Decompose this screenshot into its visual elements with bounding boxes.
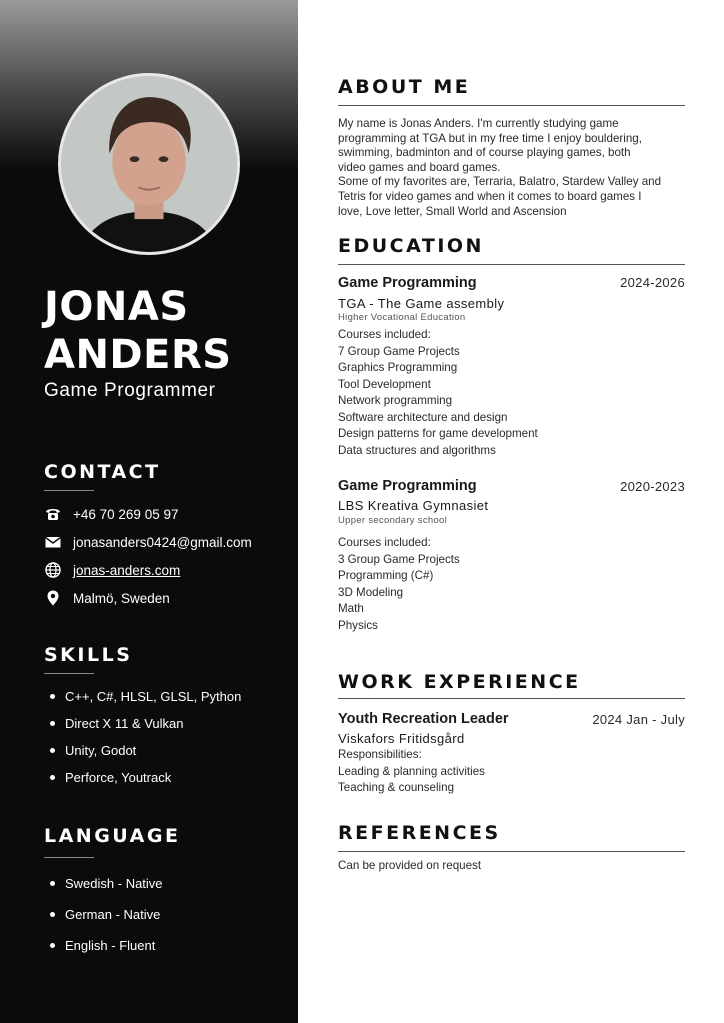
- about-line: love, Love letter, Small World and Ascension: [338, 204, 567, 218]
- education-heading: EDUCATION: [338, 235, 484, 257]
- language-item: [50, 938, 155, 953]
- course-line: Graphics Programming: [338, 361, 458, 374]
- skill-text: Direct X 11 & Vulkan: [65, 716, 184, 731]
- work-line: Leading & planning activities: [338, 764, 485, 778]
- skill-text: Unity, Godot: [65, 743, 137, 758]
- course-line: Design patterns for game development: [338, 427, 538, 440]
- bullet-icon: [50, 694, 55, 699]
- profile-photo: [58, 73, 240, 255]
- language-item: [50, 876, 163, 891]
- course-line: 7 Group Game Projects: [338, 344, 460, 358]
- full-name: [44, 283, 284, 379]
- about-line: swimming, badminton and of course playing games, both: [338, 146, 631, 160]
- email-icon: [44, 533, 62, 551]
- course-line: Courses included:: [338, 328, 431, 341]
- about-line: programming at TGA but in my free time I enjoy bouldering,: [338, 131, 642, 145]
- name-last: ANDERS: [44, 332, 232, 378]
- bullet-icon: [50, 775, 55, 780]
- about-text: [338, 117, 688, 219]
- bullet-icon: [50, 912, 55, 917]
- course-line: Courses included:: [338, 536, 431, 549]
- references-divider: [338, 851, 685, 852]
- skill-text: C++, C#, HLSL, GLSL, Python: [65, 689, 242, 704]
- contact-email: [44, 532, 252, 552]
- about-line: Tetris for video games and when it comes to board games I: [338, 189, 642, 203]
- skills-heading: SKILLS: [44, 644, 133, 666]
- course-line: 3 Group Game Projects: [338, 552, 460, 566]
- contact-phone: [44, 504, 178, 524]
- education-title: Game Programming: [338, 275, 477, 291]
- email-address[interactable]: jonasanders0424@gmail.com: [73, 534, 252, 550]
- bullet-icon: [50, 748, 55, 753]
- skills-divider: [44, 673, 94, 674]
- sidebar: [0, 0, 298, 1023]
- about-divider: [338, 105, 685, 106]
- education-level: Higher Vocational Education: [338, 312, 466, 323]
- references-text: Can be provided on request: [338, 859, 482, 872]
- course-line: Software architecture and design: [338, 410, 508, 424]
- job-title: Game Programmer: [44, 380, 216, 401]
- work-line: Teaching & counseling: [338, 781, 455, 794]
- course-line: Math: [338, 602, 364, 615]
- location-pin-icon: [44, 589, 62, 607]
- course-line: 3D Modeling: [338, 585, 404, 599]
- work-details: [338, 747, 688, 797]
- course-line: Data structures and algorithms: [338, 443, 496, 457]
- skill-item: [50, 770, 171, 785]
- education-level: Upper secondary school: [338, 515, 448, 526]
- bullet-icon: [50, 721, 55, 726]
- portrait-illustration: [61, 76, 237, 252]
- about-line: video games and board games.: [338, 160, 501, 174]
- work-heading: WORK EXPERIENCE: [338, 671, 581, 693]
- education-school: LBS Kreativa Gymnasiet: [338, 498, 489, 513]
- globe-icon: [44, 561, 62, 579]
- skill-item: [50, 743, 136, 758]
- contact-website: [44, 560, 180, 580]
- language-text: Swedish - Native: [65, 876, 163, 891]
- course-line: Network programming: [338, 394, 453, 407]
- language-text: English - Fluent: [65, 938, 156, 953]
- contact-heading: CONTACT: [44, 461, 161, 483]
- contact-location: [44, 588, 170, 608]
- education-dates: 2024-2026: [620, 275, 685, 290]
- location-text: Malmö, Sweden: [73, 590, 170, 606]
- work-line: Responsibilities:: [338, 748, 422, 761]
- about-heading: ABOUT ME: [338, 76, 471, 98]
- work-dates: 2024 Jan - July: [592, 712, 685, 727]
- language-item: [50, 907, 160, 922]
- course-line: Programming (C#): [338, 569, 434, 582]
- bullet-icon: [50, 943, 55, 948]
- bullet-icon: [50, 881, 55, 886]
- work-divider: [338, 698, 685, 699]
- references-heading: REFERENCES: [338, 822, 501, 844]
- name-first: JONAS: [44, 284, 189, 330]
- course-line: Tool Development: [338, 377, 431, 391]
- education-title: Game Programming: [338, 478, 477, 494]
- contact-divider: [44, 490, 94, 491]
- about-line: Some of my favorites are, Terraria, Balatro, Stardew Valley and: [338, 175, 662, 189]
- education-courses: [338, 535, 688, 634]
- language-text: German - Native: [65, 907, 161, 922]
- website-link[interactable]: jonas-anders.com: [73, 562, 181, 578]
- education-dates: 2020-2023: [620, 479, 685, 494]
- phone-number[interactable]: +46 70 269 05 97: [73, 506, 179, 522]
- skill-item: [50, 716, 184, 731]
- course-line: Physics: [338, 618, 378, 632]
- skill-item: [50, 689, 241, 704]
- phone-icon: [44, 505, 62, 523]
- about-line: My name is Jonas Anders. I'm currently studying game: [338, 117, 619, 130]
- language-divider: [44, 857, 94, 858]
- work-title: Youth Recreation Leader: [338, 711, 509, 727]
- work-employer: Viskafors Fritidsgård: [338, 731, 465, 746]
- education-divider: [338, 264, 685, 265]
- skill-text: Perforce, Youtrack: [65, 770, 172, 785]
- education-school: TGA - The Game assembly: [338, 296, 505, 311]
- education-courses: [338, 327, 688, 459]
- language-heading: LANGUAGE: [44, 825, 181, 847]
